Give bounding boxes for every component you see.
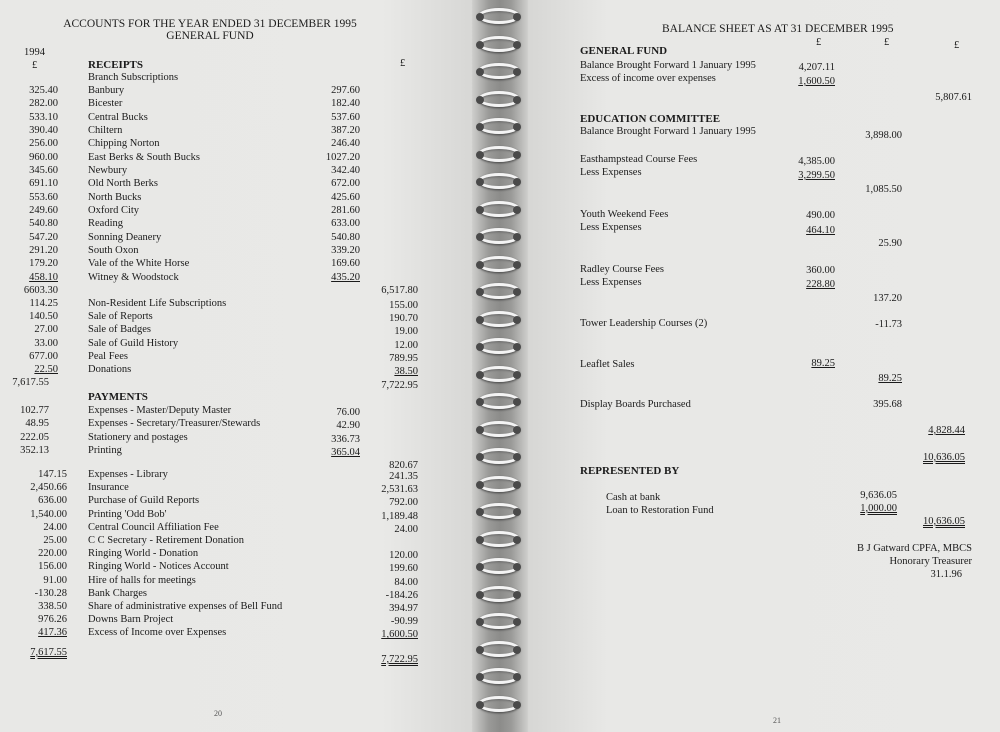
payment-label: Expenses - Library <box>88 469 168 480</box>
binding-hole-left <box>476 618 484 626</box>
payment-prev-year: 147.15 <box>38 469 67 480</box>
radley-less-label: Less Expenses <box>580 277 642 288</box>
branch-amount: 435.20 <box>331 271 360 283</box>
tower-leadership-label: Tower Leadership Courses (2) <box>580 318 708 329</box>
ed-balance-value: 3,898.00 <box>865 130 902 141</box>
payment-label: Purchase of Guild Reports <box>88 495 200 507</box>
binding-hole-left <box>476 316 484 324</box>
branch-amount: 1027.20 <box>325 151 360 163</box>
branch-label: North Bucks <box>88 191 142 203</box>
branch-prev-year: 547.20 <box>29 231 58 243</box>
expense-prev-year: 102.77 <box>20 405 49 416</box>
binding-hole-left <box>476 151 484 159</box>
right-page-number: 21 <box>773 716 781 725</box>
binding-hole-left <box>476 398 484 406</box>
binding-hole-left <box>476 701 484 709</box>
branch-label: Sonning Deanery <box>88 231 162 243</box>
branch-prev-year: 345.60 <box>29 164 58 176</box>
represented-by-heading: REPRESENTED BY <box>580 465 680 477</box>
branch-amount: 246.40 <box>331 138 360 150</box>
binding-hole-left <box>476 233 484 241</box>
payment-amount: 241.35 <box>389 471 418 482</box>
receipt-prev-year: 33.00 <box>34 337 58 349</box>
binding-hole-left <box>476 13 484 21</box>
binding-hole-right <box>513 646 521 654</box>
binding-hole-left <box>476 371 484 379</box>
binding-hole-right <box>513 68 521 76</box>
receipt-amount: 19.00 <box>394 326 418 338</box>
binding-hole-left <box>476 508 484 516</box>
branch-amount: 537.60 <box>331 111 360 123</box>
branch-prev-year: 390.40 <box>29 124 58 136</box>
branch-total: 6,517.80 <box>381 285 418 296</box>
payment-label: Insurance <box>88 482 129 494</box>
payment-prev-year: 156.00 <box>38 561 67 573</box>
branch-prev-year: 249.60 <box>29 204 58 216</box>
branch-amount: 342.40 <box>331 164 360 176</box>
branch-label: East Berks & South Bucks <box>88 151 200 163</box>
education-total: 4,828.44 <box>928 425 965 436</box>
expense-prev-year: 222.05 <box>20 431 49 443</box>
payment-amount: -184.26 <box>385 589 418 601</box>
binding-hole-left <box>476 123 484 131</box>
expense-amount: 365.04 <box>331 446 360 458</box>
gf-total: 5,807.61 <box>935 92 972 103</box>
branch-label: Vale of the White Horse <box>88 258 190 270</box>
ed-balance-label: Balance Brought Forward 1 January 1995 <box>580 126 756 137</box>
expense-group-total: 820.67 <box>389 460 418 471</box>
easthampstead-less-value: 3,299.50 <box>798 170 835 181</box>
binding-hole-right <box>513 288 521 296</box>
easthampstead-label: Easthampstead Course Fees <box>580 154 698 165</box>
payment-prev-year: 338.50 <box>38 601 67 612</box>
payment-amount: 120.00 <box>389 550 418 562</box>
binding-hole-left <box>476 206 484 214</box>
binding-hole-right <box>513 123 521 131</box>
col-header-2: £ <box>884 37 890 48</box>
binding-hole-left <box>476 96 484 104</box>
payment-label: Downs Barn Project <box>88 614 174 626</box>
binding-hole-right <box>513 151 521 159</box>
payments-total-prev: 7,617.55 <box>30 647 67 658</box>
binding-hole-right <box>513 673 521 681</box>
expense-label: Stationery and postages <box>88 431 188 443</box>
binding-hole-left <box>476 646 484 654</box>
radley-less-value: 228.80 <box>806 279 835 290</box>
branch-total-prev: 6603.30 <box>23 285 58 296</box>
general-fund-heading: GENERAL FUND <box>580 45 668 57</box>
binding-hole-right <box>513 481 521 489</box>
branch-amount: 633.00 <box>331 218 360 230</box>
receipts-total-prev: 7,617.55 <box>12 377 49 388</box>
payment-prev-year: 1,540.00 <box>30 508 67 520</box>
cash-at-bank-label: Cash at bank <box>606 492 661 503</box>
col-header-3: £ <box>954 40 960 51</box>
radley-label: Radley Course Fees <box>580 264 664 275</box>
branch-label: Chiltern <box>88 124 123 136</box>
binding-hole-left <box>476 41 484 49</box>
expense-prev-year: 352.13 <box>20 444 49 456</box>
binding-hole-right <box>513 96 521 104</box>
payment-amount: 199.60 <box>389 563 418 575</box>
branch-prev-year: 960.00 <box>29 151 58 163</box>
payment-label: Hire of halls for meetings <box>88 574 196 586</box>
receipt-prev-year: 114.25 <box>29 298 58 309</box>
payment-prev-year: 25.00 <box>43 535 67 546</box>
youth-less-label: Less Expenses <box>580 222 642 233</box>
loan-label: Loan to Restoration Fund <box>606 505 714 516</box>
binding-hole-left <box>476 343 484 351</box>
prev-year-header: 1994 <box>24 47 45 58</box>
payment-label: Bank Charges <box>88 587 148 599</box>
loan-value: 1,000.00 <box>860 503 897 514</box>
gf-excess-label: Excess of income over expenses <box>580 73 716 84</box>
payment-amount: -90.99 <box>390 616 418 628</box>
branch-prev-year: 553.60 <box>29 191 58 203</box>
expense-amount: 76.00 <box>336 407 360 418</box>
branch-label: Banbury <box>88 85 125 96</box>
payment-amount: 24.00 <box>394 523 418 535</box>
accounts-title: ACCOUNTS FOR THE YEAR ENDED 31 DECEMBER 1995 <box>63 18 357 30</box>
binding-hole-right <box>513 426 521 434</box>
branch-prev-year: 691.10 <box>29 178 58 190</box>
receipts-heading: RECEIPTS <box>88 59 144 71</box>
signatory-date: 31.1.96 <box>930 569 962 580</box>
binding-hole-right <box>513 178 521 186</box>
youth-net: 25.90 <box>878 238 902 249</box>
receipts-total: 7,722.95 <box>381 380 418 391</box>
branch-amount: 339.20 <box>331 244 360 256</box>
receipt-label: Sale of Reports <box>88 311 153 323</box>
binding-hole-right <box>513 371 521 379</box>
receipt-label: Peal Fees <box>88 350 128 362</box>
grand-total: 10,636.05 <box>923 452 965 463</box>
binding-hole-right <box>513 563 521 571</box>
payment-prev-year: 220.00 <box>38 548 67 560</box>
binding-hole-left <box>476 426 484 434</box>
branch-prev-year: 533.10 <box>29 111 58 123</box>
binding-hole-right <box>513 591 521 599</box>
expense-amount: 42.90 <box>336 420 360 432</box>
branch-amount: 297.60 <box>331 85 360 96</box>
receipt-label: Sale of Guild History <box>88 337 179 349</box>
expense-amount: 336.73 <box>331 433 360 445</box>
payment-label: Central Council Affiliation Fee <box>88 521 219 533</box>
binding-hole-left <box>476 591 484 599</box>
payment-label: C C Secretary - Retirement Donation <box>88 535 244 546</box>
gf-balance-value: 4,207.11 <box>798 62 835 73</box>
radley-value: 360.00 <box>806 265 835 276</box>
payment-amount: 2,531.63 <box>381 484 418 496</box>
binding-hole-right <box>513 536 521 544</box>
payment-label: Excess of Income over Expenses <box>88 627 227 639</box>
signatory-role: Honorary Treasurer <box>889 556 972 567</box>
radley-net: 137.20 <box>873 293 902 304</box>
payment-prev-year: 417.36 <box>38 627 67 639</box>
branch-label: Oxford City <box>88 204 140 216</box>
payments-heading: PAYMENTS <box>88 391 148 403</box>
binding-hole-left <box>476 261 484 269</box>
receipt-amount: 190.70 <box>389 313 418 325</box>
easthampstead-less-label: Less Expenses <box>580 167 642 178</box>
payment-prev-year: 91.00 <box>43 574 67 586</box>
branch-amount: 169.60 <box>331 258 360 270</box>
binding-hole-right <box>513 701 521 709</box>
col-header-1: £ <box>816 37 822 48</box>
receipt-amount: 38.50 <box>394 366 418 377</box>
branch-label: Old North Berks <box>88 178 158 190</box>
payment-label: Share of administrative expenses of Bell Fund <box>88 601 283 612</box>
represented-total: 10,636.05 <box>923 516 965 527</box>
receipt-amount: 12.00 <box>394 339 418 351</box>
binding-hole-right <box>513 343 521 351</box>
payment-amount: 394.97 <box>389 603 418 614</box>
youth-weekend-value: 490.00 <box>806 210 835 221</box>
easthampstead-value: 4,385.00 <box>798 156 835 167</box>
binding-hole-right <box>513 508 521 516</box>
binding-hole-left <box>476 563 484 571</box>
expense-label: Expenses - Master/Deputy Master <box>88 405 232 416</box>
payment-label: Ringing World - Donation <box>88 548 199 560</box>
youth-less-value: 464.10 <box>806 225 835 236</box>
receipt-label: Non-Resident Life Subscriptions <box>88 298 227 309</box>
branch-prev-year: 256.00 <box>29 138 58 150</box>
payment-label: Printing 'Odd Bob' <box>88 508 167 520</box>
gf-excess-value: 1,600.50 <box>798 76 835 87</box>
receipt-label: Sale of Badges <box>88 324 151 336</box>
payment-amount: 84.00 <box>394 576 418 588</box>
branch-amount: 540.80 <box>331 231 360 243</box>
branch-amount: 281.60 <box>331 204 360 216</box>
leaflet-sales-label: Leaflet Sales <box>580 359 635 370</box>
branch-amount: 425.60 <box>331 191 360 203</box>
branch-label: Central Bucks <box>88 111 148 123</box>
tower-leadership-net: -11.73 <box>875 319 902 330</box>
left-page-general-fund-accounts <box>0 0 478 732</box>
binding-hole-right <box>513 41 521 49</box>
binding-hole-left <box>476 288 484 296</box>
binding-hole-right <box>513 13 521 21</box>
binding-hole-right <box>513 316 521 324</box>
payment-amount: 1,189.48 <box>381 510 418 522</box>
binding-hole-left <box>476 673 484 681</box>
binding-hole-right <box>513 233 521 241</box>
branch-amount: 672.00 <box>331 178 360 190</box>
payment-prev-year: -130.28 <box>34 587 67 599</box>
receipt-amount: 789.95 <box>389 352 418 364</box>
branch-label: Reading <box>88 218 123 230</box>
payment-amount: 1,600.50 <box>381 629 418 641</box>
expense-prev-year: 48.95 <box>25 418 49 430</box>
branch-label: Chipping Norton <box>88 138 160 150</box>
binding-hole-right <box>513 398 521 406</box>
branch-subscriptions-heading: Branch Subscriptions <box>88 72 179 83</box>
branch-amount: 387.20 <box>331 124 360 136</box>
currency-header: £ <box>400 58 406 69</box>
payment-prev-year: 636.00 <box>38 495 67 507</box>
binding-hole-right <box>513 453 521 461</box>
branch-label: Witney & Woodstock <box>88 271 179 283</box>
binding-hole-right <box>513 618 521 626</box>
payment-label: Ringing World - Notices Account <box>88 561 229 573</box>
cash-at-bank-value: 9,636.05 <box>860 490 897 501</box>
education-committee-heading: EDUCATION COMMITTEE <box>580 113 721 125</box>
payment-amount: 792.00 <box>389 497 418 509</box>
display-boards-value: 395.68 <box>873 399 902 410</box>
balance-sheet-title: BALANCE SHEET AS AT 31 DECEMBER 1995 <box>662 23 894 35</box>
easthampstead-net: 1,085.50 <box>865 184 902 195</box>
receipt-amount: 155.00 <box>389 300 418 311</box>
binding-hole-left <box>476 481 484 489</box>
branch-label: Newbury <box>88 164 128 176</box>
binding-hole-left <box>476 536 484 544</box>
branch-prev-year: 540.80 <box>29 218 58 230</box>
expense-label: Printing <box>88 444 122 456</box>
general-fund-subtitle: GENERAL FUND <box>166 30 254 42</box>
branch-label: South Oxon <box>88 244 139 256</box>
binding-hole-right <box>513 261 521 269</box>
leaflet-sales-net: 89.25 <box>878 373 902 384</box>
branch-label: Bicester <box>88 98 123 110</box>
youth-weekend-label: Youth Weekend Fees <box>580 209 669 220</box>
display-boards-label: Display Boards Purchased <box>580 399 691 410</box>
payment-prev-year: 976.26 <box>38 614 67 626</box>
receipt-prev-year: 677.00 <box>29 350 58 362</box>
prev-year-currency: £ <box>32 60 38 71</box>
payment-prev-year: 24.00 <box>43 521 67 533</box>
receipt-prev-year: 22.50 <box>34 364 58 375</box>
branch-prev-year: 282.00 <box>29 98 58 110</box>
leaflet-sales-value: 89.25 <box>811 358 835 369</box>
signatory-name: B J Gatward CPFA, MBCS <box>856 543 972 554</box>
branch-prev-year: 179.20 <box>29 258 58 270</box>
receipt-label: Donations <box>88 364 132 375</box>
binding-hole-left <box>476 68 484 76</box>
branch-amount: 182.40 <box>331 98 360 110</box>
gf-balance-label: Balance Brought Forward 1 January 1995 <box>580 60 756 71</box>
left-page-number: 20 <box>214 709 222 718</box>
receipt-prev-year: 140.50 <box>29 311 58 323</box>
binding-hole-left <box>476 453 484 461</box>
branch-prev-year: 291.20 <box>29 244 58 256</box>
right-page-balance-sheet <box>522 0 1000 732</box>
receipt-prev-year: 27.00 <box>34 324 58 336</box>
branch-prev-year: 325.40 <box>29 85 58 96</box>
payment-prev-year: 2,450.66 <box>30 482 67 494</box>
branch-prev-year: 458.10 <box>29 271 58 283</box>
expense-label: Expenses - Secretary/Treasurer/Stewards <box>88 418 261 430</box>
binding-hole-left <box>476 178 484 186</box>
binding-hole-right <box>513 206 521 214</box>
payments-total: 7,722.95 <box>381 654 418 665</box>
